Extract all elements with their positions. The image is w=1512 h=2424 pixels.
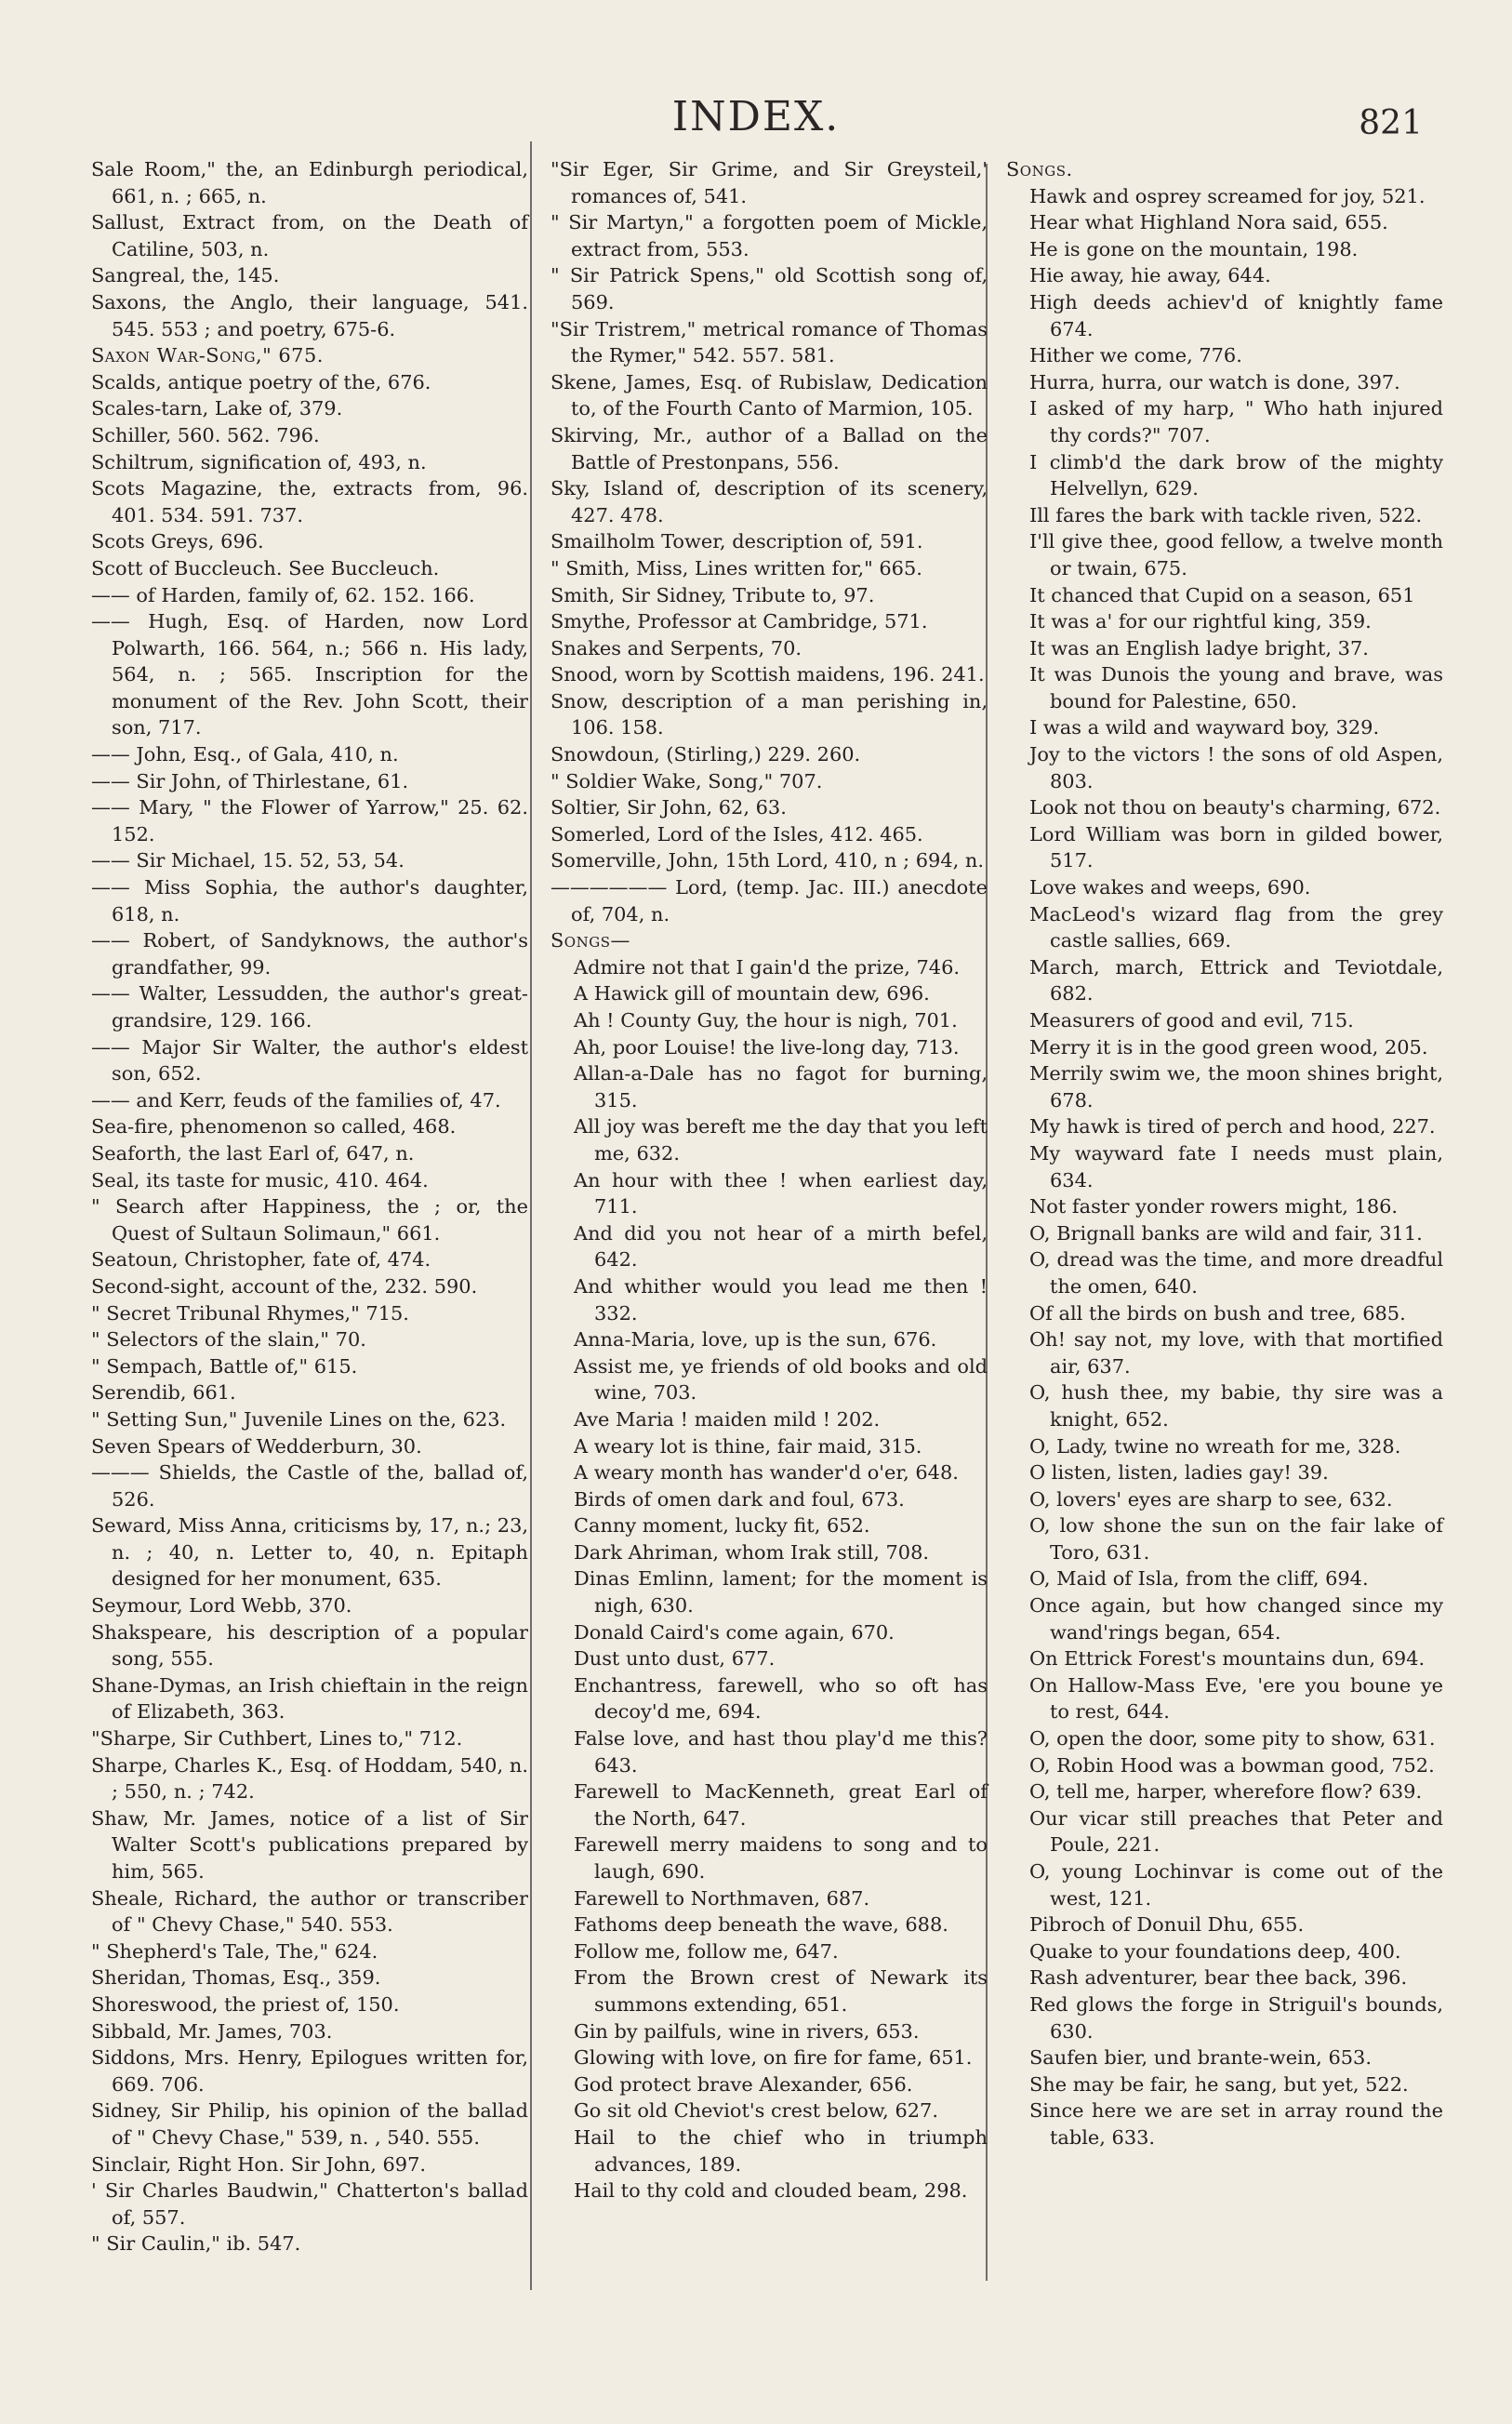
index-entry: Hear what Highland Nora said, 655. — [1029, 211, 1388, 234]
index-entry: —— Major Sir Walter, the author's eldest son, 652. — [91, 1035, 528, 1085]
index-entry: O, Robin Hood was a bowman good, 752. — [1029, 1753, 1435, 1777]
index-entry: Quake to your foundations deep, 400. — [1029, 1939, 1401, 1963]
index-entry: Serendib, 661. — [91, 1381, 236, 1405]
index-entry: Saxon War-Song," 675. — [91, 344, 324, 367]
index-entry: —— John, Esq., of Gala, 410, n. — [91, 743, 399, 766]
index-entry: Ah ! County Guy, the hour is nigh, 701. — [574, 1009, 958, 1032]
index-entry: Love wakes and weeps, 690. — [1029, 876, 1311, 899]
index-entry: It was Dunois the young and brave, was bound for Palestine, 650. — [1029, 663, 1443, 713]
index-entry: O, hush thee, my babie, thy sire was a knight, 652. — [1029, 1381, 1443, 1431]
index-entry: Red glows the forge in Striguil's bounds, 630. — [1029, 1992, 1443, 2043]
index-entry: Hawk and osprey screamed for joy, 521. — [1029, 184, 1426, 207]
index-entry: Seymour, Lord Webb, 370. — [91, 1594, 352, 1618]
index-entry: Somerled, Lord of the Isles, 412. 465. — [550, 822, 923, 846]
page-number: 821 — [1359, 104, 1423, 142]
index-entry: Farewell to Northmaven, 687. — [574, 1886, 870, 1910]
index-heading: Songs— — [550, 929, 630, 952]
index-entry: Glowing with love, on fire for fame, 651. — [574, 2046, 973, 2070]
index-entry: Anna-Maria, love, up is the sun, 676. — [574, 1328, 937, 1352]
index-entry: —— and Kerr, feuds of the families of, 47. — [91, 1088, 501, 1112]
index-entry: —— of Harden, family of, 62. 152. 166. — [91, 583, 475, 606]
index-entry: Donald Caird's come again, 670. — [574, 1620, 895, 1644]
index-entry: —— Hugh, Esq. of Harden, now Lord Polwarth, 166. 564, n.; 566 n. His lady, 564, n. ; 565. Inscription for the monument of the Rev. John Scott, their son, 717. — [91, 610, 528, 739]
index-entry: " Selectors of the slain," 70. — [91, 1328, 366, 1352]
index-entry: Ave Maria ! maiden mild ! 202. — [574, 1407, 881, 1431]
index-entry: Hie away, hie away, 644. — [1029, 264, 1271, 287]
index-entry: Second-sight, account of the, 232. 590. — [91, 1274, 478, 1298]
index-entry: Go sit old Cheviot's crest below, 627. — [574, 2099, 938, 2123]
index-entry: A weary lot is thine, fair maid, 315. — [574, 1434, 922, 1458]
index-entry: On Hallow-Mass Eve, 'ere you boune ye to rest, 644. — [1029, 1673, 1443, 1724]
index-entry: Canny moment, lucky fit, 652. — [574, 1514, 870, 1538]
index-entry: God protect brave Alexander, 656. — [574, 2072, 913, 2096]
index-entry: Snood, worn by Scottish maidens, 196. 241. — [550, 663, 985, 686]
index-entry: " Sir Patrick Spens," old Scottish song of, 569. — [550, 264, 988, 313]
index-entry: He is gone on the mountain, 198. — [1029, 237, 1359, 260]
index-column-middle — [550, 156, 988, 2204]
index-entry: Smailholm Tower, description of, 591. — [550, 530, 923, 553]
index-entry: Since here we are set in array round the table, 633. — [1029, 2099, 1443, 2149]
index-entry: O, lovers' eyes are sharp to see, 632. — [1029, 1487, 1393, 1511]
index-entry: " Setting Sun," Juvenile Lines on the, 623. — [91, 1407, 507, 1431]
index-entry: A weary month has wander'd o'er, 648. — [574, 1461, 959, 1485]
index-entry: MacLeod's wizard flag from the grey castle sallies, 669. — [1029, 902, 1443, 952]
index-entry: It was a' for our rightful king, 359. — [1029, 610, 1372, 633]
index-entry: Hail to thy cold and clouded beam, 298. — [574, 2179, 968, 2203]
index-entry: Sale Room," the, an Edinburgh periodical, 661, n. ; 665, n. — [91, 158, 528, 207]
index-column-left — [91, 156, 528, 2258]
index-entry: Sinclair, Right Hon. Sir John, 697. — [91, 2152, 427, 2176]
index-entry: Sangreal, the, 145. — [91, 264, 280, 287]
index-entry: O, Lady, twine no wreath for me, 328. — [1029, 1434, 1401, 1458]
index-entry: Dark Ahriman, whom Irak still, 708. — [574, 1540, 930, 1564]
index-entry: —— Sir Michael, 15. 52, 53, 54. — [91, 849, 405, 872]
index-entry: O, tell me, harper, wherefore flow? 639. — [1029, 1780, 1423, 1804]
index-entry: Lord William was born in gilded bower, 517. — [1029, 822, 1443, 872]
index-entry: It chanced that Cupid on a season, 651 — [1029, 583, 1415, 606]
index-entry: Scales-tarn, Lake of, 379. — [91, 397, 343, 420]
index-entry: " Smith, Miss, Lines written for," 665. — [550, 556, 922, 579]
index-entry: Scots Magazine, the, extracts from, 96. 401. 534. 591. 737. — [91, 477, 528, 526]
index-entry: " Secret Tribunal Rhymes," 715. — [91, 1301, 409, 1325]
index-entry: Enchantress, farewell, who so oft has decoy'd me, 694. — [574, 1673, 988, 1724]
index-entry: Seven Spears of Wedderburn, 30. — [91, 1434, 422, 1458]
index-entry: Skene, James, Esq. of Rubislaw, Dedication to, of the Fourth Canto of Marmion, 105. — [550, 370, 988, 420]
index-entry: O, Brignall banks are wild and fair, 311. — [1029, 1221, 1423, 1245]
index-entry: Saxons, the Anglo, their language, 541. 545. 553 ; and poetry, 675-6. — [91, 290, 528, 340]
index-entry: —— Mary, " the Flower of Yarrow," 25. 62. 152. — [91, 796, 528, 846]
index-entry: Look not thou on beauty's charming, 672. — [1029, 796, 1441, 819]
index-entry: O, open the door, some pity to show, 631. — [1029, 1727, 1436, 1751]
index-entry: Allan-a-Dale has no fagot for burning, 315. — [574, 1062, 988, 1112]
index-entry: Merrily swim we, the moon shines bright, 678. — [1029, 1062, 1443, 1112]
index-entry: Scott of Buccleuch. See Buccleuch. — [91, 556, 440, 579]
index-entry: Dust unto dust, 677. — [574, 1647, 776, 1671]
index-entry: Gin by pailfuls, wine in rivers, 653. — [574, 2019, 920, 2043]
index-entry: Once again, but how changed since my wand'rings began, 654. — [1029, 1594, 1443, 1644]
index-entry: Birds of omen dark and foul, 673. — [574, 1487, 905, 1511]
index-entry: Sheale, Richard, the author or transcriber of " Chevy Chase," 540. 553. — [91, 1886, 528, 1937]
index-entry: Oh! say not, my love, with that mortified air, 637. — [1029, 1328, 1443, 1378]
index-entry: Schiller, 560. 562. 796. — [91, 423, 320, 446]
index-entry: From the Brown crest of Newark its summons extending, 651. — [574, 1966, 988, 2016]
index-entry: Shakspeare, his description of a popular song, 555. — [91, 1620, 528, 1671]
index-entry: —— Walter, Lessudden, the author's great-grandsire, 129. 166. — [91, 982, 528, 1032]
index-entry: Measurers of good and evil, 715. — [1029, 1009, 1354, 1032]
index-entry: Hurra, hurra, our watch is done, 397. — [1029, 370, 1400, 393]
index-entry: "Sir Eger, Sir Grime, and Sir Greysteil,' romances of, 541. — [550, 158, 988, 207]
index-entry: Assist me, ye friends of old books and old wine, 703. — [574, 1354, 988, 1405]
index-entry: O, dread was the time, and more dreadful the omen, 640. — [1029, 1248, 1443, 1298]
index-entry: Dinas Emlinn, lament; for the moment is nigh, 630. — [574, 1567, 988, 1618]
index-entry: Seaforth, the last Earl of, 647, n. — [91, 1141, 415, 1165]
index-entry: Skirving, Mr., author of a Ballad on the Battle of Prestonpans, 556. — [550, 423, 988, 473]
index-entry: Seward, Miss Anna, criticisms by, 17, n.; 23, n. ; 40, n. Letter to, 40, n. Epitaph designed for her monument, 635. — [91, 1514, 528, 1591]
index-entry: Farewell merry maidens to song and to laugh, 690. — [574, 1833, 988, 1883]
index-entry: Shoreswood, the priest of, 150. — [91, 1992, 400, 2016]
index-entry: An hour with thee ! when earliest day, 711. — [574, 1168, 988, 1219]
index-entry: Not faster yonder rowers might, 186. — [1029, 1195, 1399, 1219]
index-entry: Hail to the chief who in triumph advances, 189. — [574, 2125, 988, 2176]
index-entry: " Sempach, Battle of," 615. — [91, 1354, 358, 1378]
index-entry: And whither would you lead me then ! 332. — [574, 1274, 988, 1325]
index-entry: Sibbald, Mr. James, 703. — [91, 2019, 333, 2043]
index-entry: And did you not hear of a mirth befel, 642. — [574, 1221, 988, 1272]
index-heading: Songs. — [1006, 158, 1073, 180]
index-entry: Somerville, John, 15th Lord, 410, n ; 694, n. — [550, 849, 985, 872]
index-entry: I was a wild and wayward boy, 329. — [1029, 716, 1380, 739]
index-entry: Saufen bier, und brante-wein, 653. — [1029, 2046, 1372, 2070]
index-entry: Ill fares the bark with tackle riven, 522. — [1029, 503, 1423, 526]
index-entry: Follow me, follow me, 647. — [574, 1939, 839, 1963]
index-entry: —— Miss Sophia, the author's daughter, 618, n. — [91, 876, 528, 926]
index-entry: Of all the birds on bush and tree, 685. — [1029, 1301, 1406, 1325]
index-entry: " Search after Happiness, the ; or, the Quest of Sultaun Solimaun," 661. — [91, 1195, 528, 1245]
index-entry: " Sir Caulin," ib. 547. — [91, 2232, 301, 2256]
index-entry: Snow, description of a man perishing in, 106. 158. — [550, 689, 988, 739]
index-entry: —————— Lord, (temp. Jac. III.) anecdote of, 704, n. — [550, 876, 988, 926]
index-entry: Rash adventurer, bear thee back, 396. — [1029, 1966, 1408, 1990]
index-entry: O, low shone the sun on the fair lake of Toro, 631. — [1029, 1514, 1443, 1564]
index-entry: " Shepherd's Tale, The," 624. — [91, 1939, 378, 1963]
index-entry: I asked of my harp, " Who hath injured thy cords?" 707. — [1029, 397, 1443, 446]
index-entry: " Soldier Wake, Song," 707. — [550, 769, 823, 792]
index-entry: Farewell to MacKenneth, great Earl of the North, 647. — [574, 1780, 988, 1830]
index-entry: Schiltrum, signification of, 493, n. — [91, 450, 427, 473]
index-entry: Scalds, antique poetry of the, 676. — [91, 370, 431, 393]
index-column-right — [1006, 156, 1443, 2151]
index-entry: " Sir Martyn," a forgotten poem of Mickle, extract from, 553. — [550, 211, 988, 260]
index-entry: Fathoms deep beneath the wave, 688. — [574, 1913, 948, 1937]
index-entry: Soltier, Sir John, 62, 63. — [550, 796, 787, 819]
index-entry: A Hawick gill of mountain dew, 696. — [574, 982, 930, 1006]
index-entry: Siddons, Mrs. Henry, Epilogues written for, 669. 706. — [91, 2046, 528, 2096]
index-entry: Sky, Island of, description of its scenery, 427. 478. — [550, 477, 988, 526]
index-entry: False love, and hast thou play'd me this? 643. — [574, 1727, 988, 1777]
index-entry: Sidney, Sir Philip, his opinion of the ballad of " Chevy Chase," 539, n. , 540. 555. — [91, 2099, 528, 2149]
index-entry: Shaw, Mr. James, notice of a list of Sir Walter Scott's publications prepared by him, 565. — [91, 1806, 528, 1883]
index-entry: Joy to the victors ! the sons of old Aspen, 803. — [1029, 743, 1443, 792]
index-entry: Hither we come, 776. — [1029, 344, 1242, 367]
index-entry: Smythe, Professor at Cambridge, 571. — [550, 610, 928, 633]
index-entry: Smith, Sir Sidney, Tribute to, 97. — [550, 583, 875, 606]
index-entry: I'll give thee, good fellow, a twelve month or twain, 675. — [1029, 530, 1443, 579]
index-entry: "Sir Tristrem," metrical romance of Thomas the Rymer," 542. 557. 581. — [550, 317, 988, 367]
index-entry: O listen, listen, ladies gay! 39. — [1029, 1461, 1329, 1485]
index-entry: Our vicar still preaches that Peter and Poule, 221. — [1029, 1806, 1443, 1857]
index-entry: Sheridan, Thomas, Esq., 359. — [91, 1966, 381, 1990]
index-entry: Shane-Dymas, an Irish chieftain in the reign of Elizabeth, 363. — [91, 1673, 528, 1724]
index-entry: Sharpe, Charles K., Esq. of Hoddam, 540, n. ; 550, n. ; 742. — [91, 1753, 528, 1804]
index-entry: Merry it is in the good green wood, 205. — [1029, 1035, 1428, 1059]
index-entry: She may be fair, he sang, but yet, 522. — [1029, 2072, 1409, 2096]
index-entry: Sallust, Extract from, on the Death of Catiline, 503, n. — [91, 211, 528, 260]
index-entry: O, Maid of Isla, from the cliff, 694. — [1029, 1567, 1369, 1591]
index-entry: "Sharpe, Sir Cuthbert, Lines to," 712. — [91, 1727, 463, 1751]
index-entry: O, young Lochinvar is come out of the west, 121. — [1029, 1860, 1443, 1910]
index-entry: Admire not that I gain'd the prize, 746. — [574, 955, 961, 979]
index-entry: Scots Greys, 696. — [91, 530, 264, 553]
index-entry: All joy was bereft me the day that you left me, 632. — [574, 1115, 988, 1165]
index-entry: ——— Shields, the Castle of the, ballad of, 526. — [91, 1461, 528, 1511]
index-entry: High deeds achiev'd of knightly fame 674. — [1029, 290, 1443, 340]
index-entry: Snakes and Serpents, 70. — [550, 636, 802, 659]
index-entry: It was an English ladye bright, 37. — [1029, 636, 1369, 659]
index-entry: Ah, poor Louise! the live-long day, 713. — [574, 1035, 960, 1059]
column-divider — [530, 141, 532, 2290]
index-entry: March, march, Ettrick and Teviotdale, 682. — [1029, 955, 1443, 1006]
index-entry: Seal, its taste for music, 410. 464. — [91, 1168, 429, 1192]
index-entry: On Ettrick Forest's mountains dun, 694. — [1029, 1647, 1426, 1671]
index-entry: Seatoun, Christopher, fate of, 474. — [91, 1248, 431, 1272]
index-entry: Sea-fire, phenomenon so called, 468. — [91, 1115, 457, 1139]
index-entry: I climb'd the dark brow of the mighty Helvellyn, 629. — [1029, 450, 1443, 500]
index-entry: ' Sir Charles Baudwin," Chatterton's ballad of, 557. — [91, 2179, 528, 2229]
index-entry: Pibroch of Donuil Dhu, 655. — [1029, 1913, 1305, 1937]
index-entry: —— Sir John, of Thirlestane, 61. — [91, 769, 409, 792]
index-entry: —— Robert, of Sandyknows, the author's grandfather, 99. — [91, 929, 528, 979]
page-title: INDEX. — [671, 93, 841, 140]
index-entry: My wayward fate I needs must plain, 634. — [1029, 1141, 1443, 1192]
index-entry: Snowdoun, (Stirling,) 229. 260. — [550, 743, 861, 766]
index-entry: My hawk is tired of perch and hood, 227. — [1029, 1115, 1436, 1139]
